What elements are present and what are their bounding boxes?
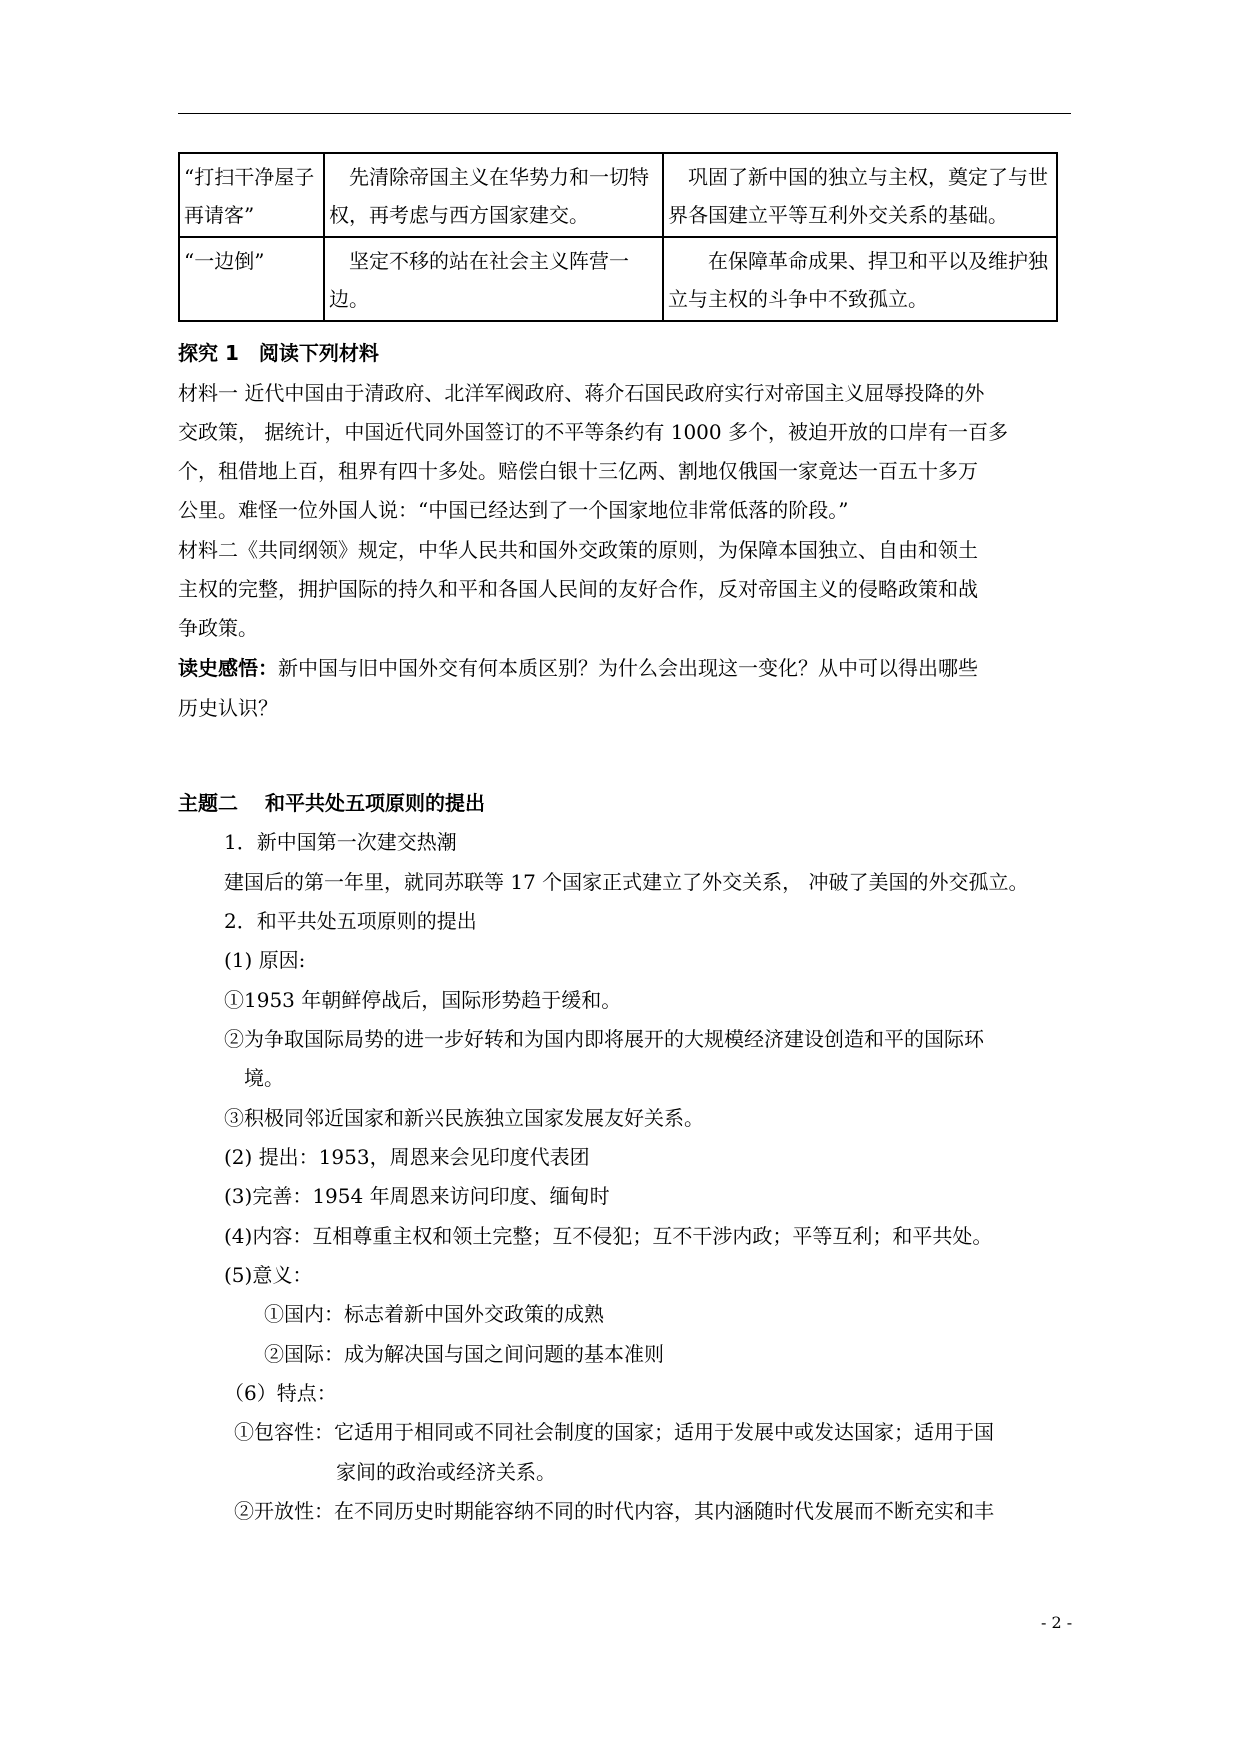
material-2-line: 争政策。 bbox=[178, 616, 258, 640]
topic-line: ①国内：标志着新中国外交政策的成熟 bbox=[264, 1302, 604, 1326]
table-cell: 坚定不移的站在社会主义阵营一边。 bbox=[324, 237, 663, 321]
reflection-line bbox=[178, 653, 978, 683]
material-1-line: 个，租借地上百，租界有四十多处。赔偿白银十三亿两、割地仅俄国一家竟达一百五十多万 bbox=[178, 459, 978, 483]
table-row bbox=[179, 237, 1057, 321]
topic-2-heading: 主题二 和平共处五项原则的提出 bbox=[178, 791, 485, 815]
topic-line: (1) 原因: bbox=[224, 948, 306, 972]
table-cell: 先清除帝国主义在华势力和一切特权，再考虑与西方国家建交。 bbox=[324, 153, 663, 237]
reflection-text: 新中国与旧中国外交有何本质区别？为什么会出现这一变化？从中可以得出哪些 bbox=[278, 656, 978, 680]
topic-line: 2．和平共处五项原则的提出 bbox=[224, 909, 477, 933]
topic-line: (4)内容：互相尊重主权和领土完整；互不侵犯；互不干涉内政；平等互利；和平共处。 bbox=[224, 1224, 993, 1248]
material-2-line: 主权的完整，拥护国际的持久和平和各国人民间的友好合作，反对帝国主义的侵略政策和战 bbox=[178, 577, 978, 601]
material-1-line: 公里。难怪一位外国人说：“中国已经达到了一个国家地位非常低落的阶段。” bbox=[178, 498, 849, 522]
reflection-line-2: 历史认识？ bbox=[178, 696, 278, 720]
table-cell: 在保障革命成果、捍卫和平以及维护独立与主权的斗争中不致孤立。 bbox=[663, 237, 1057, 321]
reflection-label: 读史感悟： bbox=[178, 656, 278, 680]
topic-line: ②国际：成为解决国与国之间问题的基本准则 bbox=[264, 1342, 664, 1366]
header-rule bbox=[178, 113, 1071, 114]
topic-line: （6）特点： bbox=[224, 1381, 337, 1405]
material-1-line: 交政策， 据统计，中国近代同外国签订的不平等条约有 1000 多个，被迫开放的口岸有一百多 bbox=[178, 420, 1008, 444]
table-cell: “一边倒” bbox=[179, 237, 324, 321]
topic-line: 境。 bbox=[244, 1066, 284, 1090]
topic-line: ①包容性：它适用于相同或不同社会制度的国家；适用于发展中或发达国家；适用于国 bbox=[234, 1420, 994, 1444]
material-1-line: 材料一 近代中国由于清政府、北洋军阀政府、蒋介石国民政府实行对帝国主义屈辱投降的外 bbox=[178, 381, 985, 405]
topic-line: 建国后的第一年里，就同苏联等 17 个国家正式建立了外交关系， 冲破了美国的外交孤立。 bbox=[224, 870, 1029, 894]
topic-line: (2) 提出：1953，周恩来会见印度代表团 bbox=[224, 1145, 590, 1169]
topic-line: 1．新中国第一次建交热潮 bbox=[224, 830, 457, 854]
material-2-line: 材料二《共同纲领》规定，中华人民共和国外交政策的原则，为保障本国独立、自由和领土 bbox=[178, 538, 978, 562]
policy-table bbox=[178, 152, 1058, 322]
topic-line: ①1953 年朝鲜停战后，国际形势趋于缓和。 bbox=[224, 988, 622, 1012]
topic-line: ②为争取国际局势的进一步好转和为国内即将展开的大规模经济建设创造和平的国际环 bbox=[224, 1027, 984, 1051]
table-row bbox=[179, 153, 1057, 237]
topic-line: 家间的政治或经济关系。 bbox=[336, 1460, 556, 1484]
page-number: - 2 - bbox=[1041, 1613, 1073, 1632]
topic-line: (5)意义： bbox=[224, 1263, 313, 1287]
table-cell: 巩固了新中国的独立与主权，奠定了与世界各国建立平等互利外交关系的基础。 bbox=[663, 153, 1057, 237]
table-cell: “打扫干净屋子再请客” bbox=[179, 153, 324, 237]
topic-line: ②开放性：在不同历史时期能容纳不同的时代内容，其内涵随时代发展而不断充实和丰 bbox=[234, 1499, 994, 1523]
explore-heading: 探究 1 阅读下列材料 bbox=[178, 341, 379, 365]
topic-line: ③积极同邻近国家和新兴民族独立国家发展友好关系。 bbox=[224, 1106, 704, 1130]
topic-line: (3)完善：1954 年周恩来访问印度、缅甸时 bbox=[224, 1184, 610, 1208]
